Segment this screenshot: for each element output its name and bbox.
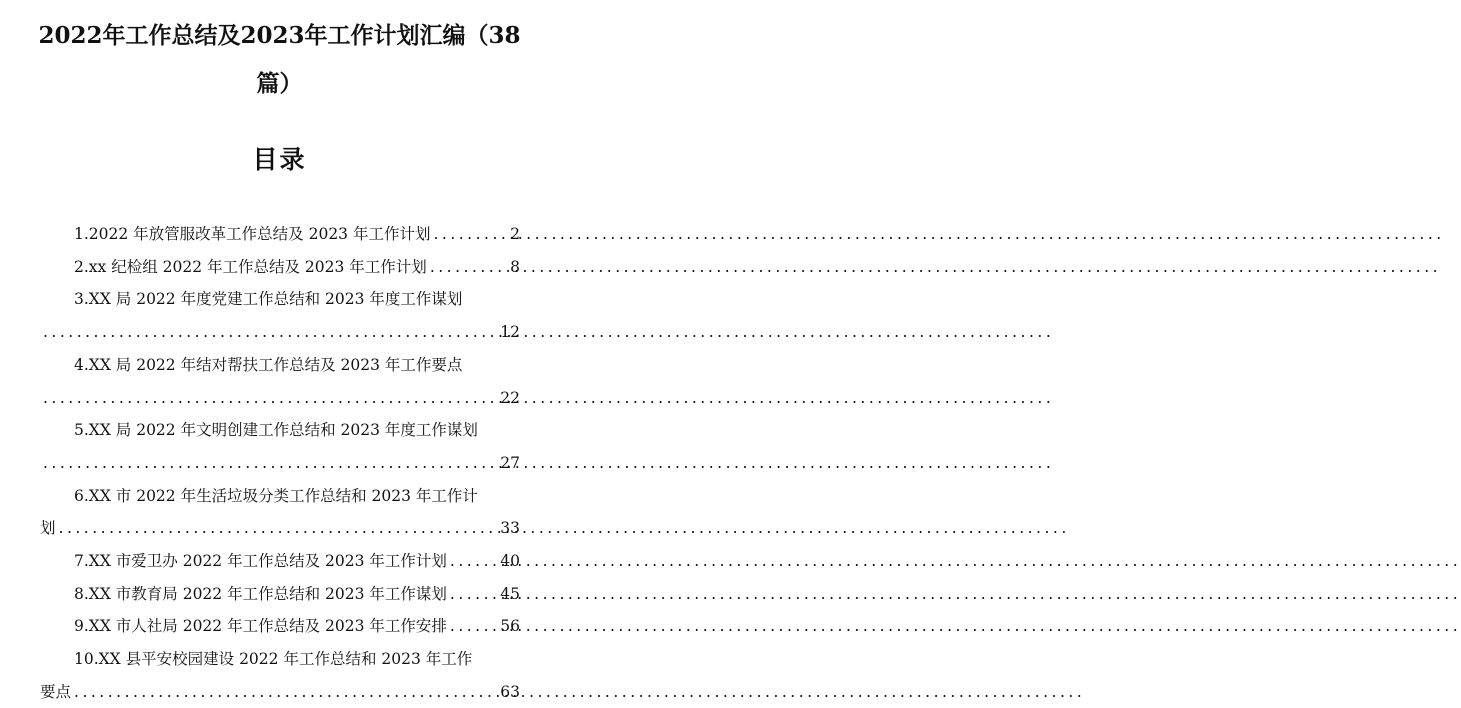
toc-page-number: 63 <box>500 682 520 701</box>
toc-page-number: 2 <box>510 225 520 243</box>
toc-entry-text: 6.XX 市 2022 年生活垃圾分类工作总结和 2023 年工作计 <box>74 486 478 505</box>
toc-entry-line[interactable] <box>74 647 520 671</box>
toc-entry-text: 9.XX 市人社局 2022 年工作总结及 2023 年工作安排 <box>74 617 447 636</box>
toc-entry-text: 4.XX 局 2022 年结对帮扶工作总结及 2023 年工作要点 <box>74 355 463 374</box>
toc-entry-line[interactable] <box>40 680 520 704</box>
toc-dot-leader <box>43 320 497 344</box>
document-title-line-2: 篇） <box>256 70 303 97</box>
toc-dot-leader <box>433 222 507 246</box>
toc-entry-text: 3.XX 局 2022 年度党建工作总结和 2023 年度工作谋划 <box>74 290 463 309</box>
toc-dot-leader <box>74 680 497 704</box>
toc-page-number: 12 <box>500 323 520 342</box>
toc-entry-line[interactable] <box>74 549 520 573</box>
toc-dot-leader <box>43 451 497 475</box>
toc-entry-text: 7.XX 市爱卫办 2022 年工作总结及 2023 年工作计划 <box>74 552 447 570</box>
toc-entry-text: 2.xx 纪检组 2022 年工作总结及 2023 年工作计划 <box>74 257 427 276</box>
toc-page-number: 40 <box>500 552 520 570</box>
toc-page-number: 33 <box>500 519 520 538</box>
toc-page-number: 22 <box>500 388 520 407</box>
toc-entry-text: 划 <box>40 519 56 538</box>
toc-entry-line[interactable] <box>74 418 520 442</box>
toc-page-number: 56 <box>500 617 520 636</box>
table-of-contents <box>0 0 559 708</box>
toc-entry-line[interactable] <box>40 320 520 344</box>
toc-entry-line[interactable] <box>74 287 520 311</box>
toc-page-number: 8 <box>510 257 520 276</box>
toc-entry-text: 要点 <box>40 682 72 701</box>
toc-entry-line[interactable] <box>74 614 520 638</box>
toc-dot-leader <box>450 549 497 573</box>
toc-heading: 目录 <box>252 145 307 174</box>
toc-page-number: 27 <box>500 453 520 472</box>
toc-dot-leader <box>450 614 497 638</box>
toc-entry-text: 10.XX 县平安校园建设 2022 年工作总结和 2023 年工作 <box>74 650 473 669</box>
toc-entry-text: 5.XX 局 2022 年文明创建工作总结和 2023 年度工作谋划 <box>74 421 478 440</box>
toc-entry-line[interactable] <box>40 516 520 540</box>
toc-entry-line[interactable] <box>40 386 520 410</box>
toc-dot-leader <box>59 516 498 540</box>
toc-dot-leader <box>450 582 497 606</box>
toc-entry-text: 8.XX 市教育局 2022 年工作总结和 2023 年工作谋划 <box>74 584 447 603</box>
toc-dot-leader <box>43 386 497 410</box>
toc-page-number: 45 <box>500 584 520 603</box>
toc-entry-line[interactable] <box>74 484 520 508</box>
toc-dot-leader <box>430 255 507 279</box>
toc-entry-line[interactable] <box>40 451 520 475</box>
toc-entry-line[interactable] <box>74 255 520 279</box>
toc-entry-line[interactable] <box>74 353 520 377</box>
document-title-line-1: 2022年工作总结及2023年工作计划汇编（38 <box>38 22 521 49</box>
toc-entry-text: 1.2022 年放管服改革工作总结及 2023 年工作计划 <box>74 225 431 243</box>
toc-entry-line[interactable] <box>74 222 520 246</box>
toc-entry-line[interactable] <box>74 582 520 606</box>
document-page <box>0 0 559 708</box>
